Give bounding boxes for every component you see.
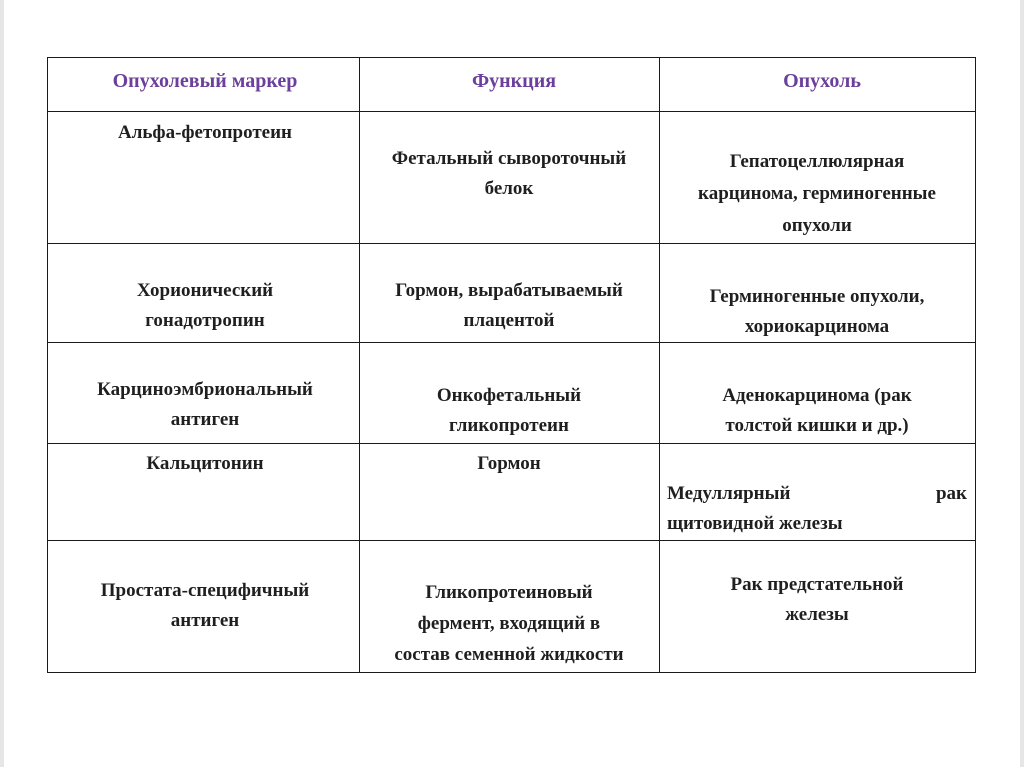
table-cell-function [359,447,659,481]
table-cell-marker [55,115,355,151]
header-function-text: Функция [471,70,557,92]
table-cell-tumor [667,570,967,630]
header-marker [55,61,355,101]
cell-line: плацентой [463,310,555,331]
table-cell-function [359,381,659,441]
row-divider [47,342,976,343]
table-cell-function [359,276,659,336]
cell-line: Гликопротеиновый [425,581,593,603]
table-border-bottom [47,672,976,673]
row-divider [47,111,976,112]
cell-line: Карциноэмбриональный [97,379,313,400]
cell-word: рак [935,483,967,504]
column-divider [659,57,660,673]
header-tumor-text: Опухоль [783,70,861,92]
slide-right-edge [1020,0,1024,767]
table-cell-tumor [667,381,967,441]
table-cell-function [359,577,659,669]
row-divider [47,243,976,244]
cell-line: Герминогенные опухоли, [709,286,925,307]
table-cell-marker [55,576,355,636]
table-cell-tumor [667,282,967,342]
cell-line: хориокарцинома [744,316,890,337]
table-cell-tumor [667,477,977,541]
cell-line: состав семенной жидкости [394,643,624,665]
cell-line: Рак предстательной [730,574,904,595]
cell-line: железы [785,604,849,625]
header-function [379,61,649,101]
cell-line: Фетальный сывороточный [391,148,627,169]
cell-line: гликопротеин [449,415,569,436]
cell-line-justified [667,479,967,509]
table-cell-marker [55,375,355,435]
cell-line: Хорионический [136,280,274,301]
cell-line: Кальцитонин [146,453,264,474]
cell-line: антиген [170,610,240,631]
slide-left-edge [0,0,4,767]
table-cell-marker [55,276,355,336]
cell-line: щитовидной железы [667,513,843,534]
cell-line: опухоли [782,215,852,236]
cell-line: Простата-специфичный [100,580,310,601]
row-divider [47,443,976,444]
cell-line: белок [484,178,534,199]
cell-line: гонадотропин [145,310,265,331]
cell-line: Гормон, вырабатываемый [395,280,623,301]
cell-line: карцинома, герминогенные [698,183,936,204]
table-border-top [47,57,976,58]
cell-line: Гепатоцеллюлярная [729,151,905,172]
tumor-markers-table [47,57,976,673]
cell-line: Альфа-фетопротеин [118,122,292,143]
table-cell-function [359,144,659,204]
header-tumor [687,61,957,101]
header-marker-text: Опухолевый маркер [112,70,298,92]
table-cell-marker [55,447,355,481]
cell-line: толстой кишки и др.) [725,415,909,436]
cell-word: Медуллярный [667,483,791,504]
cell-line: фермент, входящий в [417,612,601,634]
cell-line: Гормон [477,453,541,474]
table-border-left [47,57,48,673]
cell-line: Онкофетальный [436,385,582,406]
cell-line: антиген [170,409,240,430]
cell-line: Аденокарцинома (рак [722,385,912,406]
table-border-right [975,57,976,673]
table-cell-tumor [667,148,967,240]
